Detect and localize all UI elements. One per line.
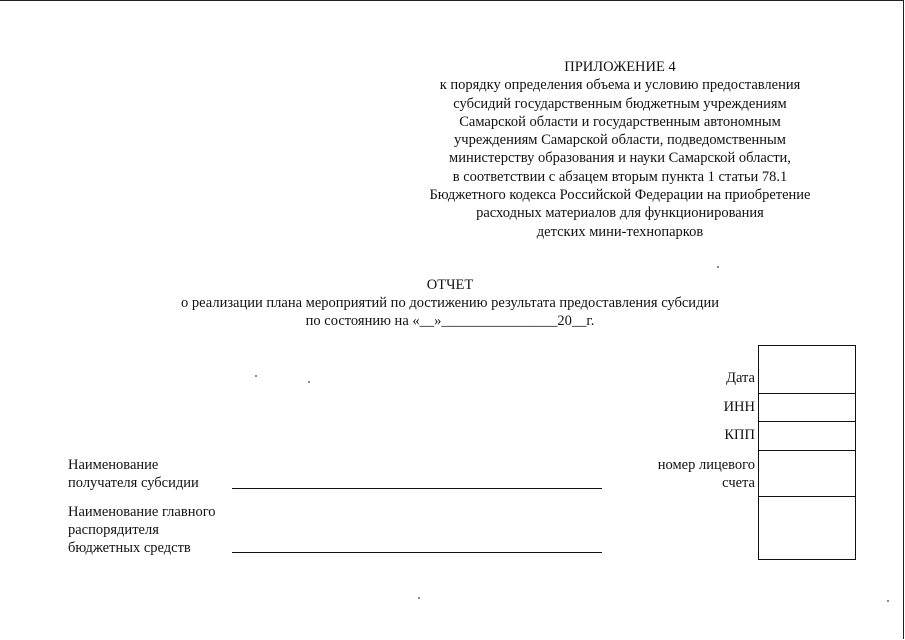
appendix-line: министерству образования и науки Самарской области, (449, 150, 791, 167)
account-label-line2: счета (722, 475, 755, 491)
manager-name-line[interactable] (232, 552, 602, 553)
recipient-name-line[interactable] (232, 488, 602, 489)
manager-label-line2: распорядителя (68, 522, 159, 538)
extra-cell[interactable] (759, 497, 855, 559)
appendix-line: расходных материалов для функционирования (476, 205, 764, 222)
manager-label-line3: бюджетных средств (68, 540, 191, 556)
recipient-label-line1: Наименование (68, 457, 159, 473)
appendix-line: к порядку определения объема и условию предоставления (439, 77, 801, 94)
report-heading: ОТЧЕТ (426, 277, 474, 293)
appendix-title: ПРИЛОЖЕНИЕ 4 (564, 59, 676, 75)
scan-speck (418, 597, 420, 599)
manager-label-line1: Наименование главного (68, 504, 216, 520)
scan-speck (255, 375, 257, 377)
kpp-cell[interactable] (759, 422, 855, 451)
appendix-line: в соответствии с абзацем вторым пункта 1 статьи 78.1 (452, 168, 788, 185)
appendix-line: детских мини-технопарков (536, 223, 704, 240)
appendix-line: Самарской области и государственным автономным (459, 113, 781, 130)
inn-label: ИНН (723, 399, 755, 415)
codes-table (758, 345, 856, 560)
scan-speck (308, 381, 310, 383)
scan-speck (717, 266, 719, 268)
inn-cell[interactable] (759, 394, 855, 422)
date-cell[interactable] (759, 346, 855, 394)
appendix-line: Бюджетного кодекса Российской Федерации на приобретение (429, 187, 811, 204)
recipient-label-line2: получателя субсидии (68, 475, 199, 491)
appendix-header (380, 58, 860, 241)
account-cell[interactable] (759, 451, 855, 497)
report-date-line: по состоянию на «__»________________20__г. (305, 313, 595, 329)
appendix-line: учреждениям Самарской области, подведомственным (454, 132, 786, 149)
report-title-block (100, 276, 800, 330)
report-subtitle: о реализации плана мероприятий по достижению результата предоставления субсидии (181, 295, 719, 311)
scan-speck (887, 600, 889, 602)
kpp-label: КПП (724, 427, 755, 443)
account-label-line1: номер лицевого (657, 457, 755, 473)
appendix-line: субсидий государственным бюджетным учреждениям (453, 95, 787, 112)
date-label: Дата (726, 370, 755, 386)
